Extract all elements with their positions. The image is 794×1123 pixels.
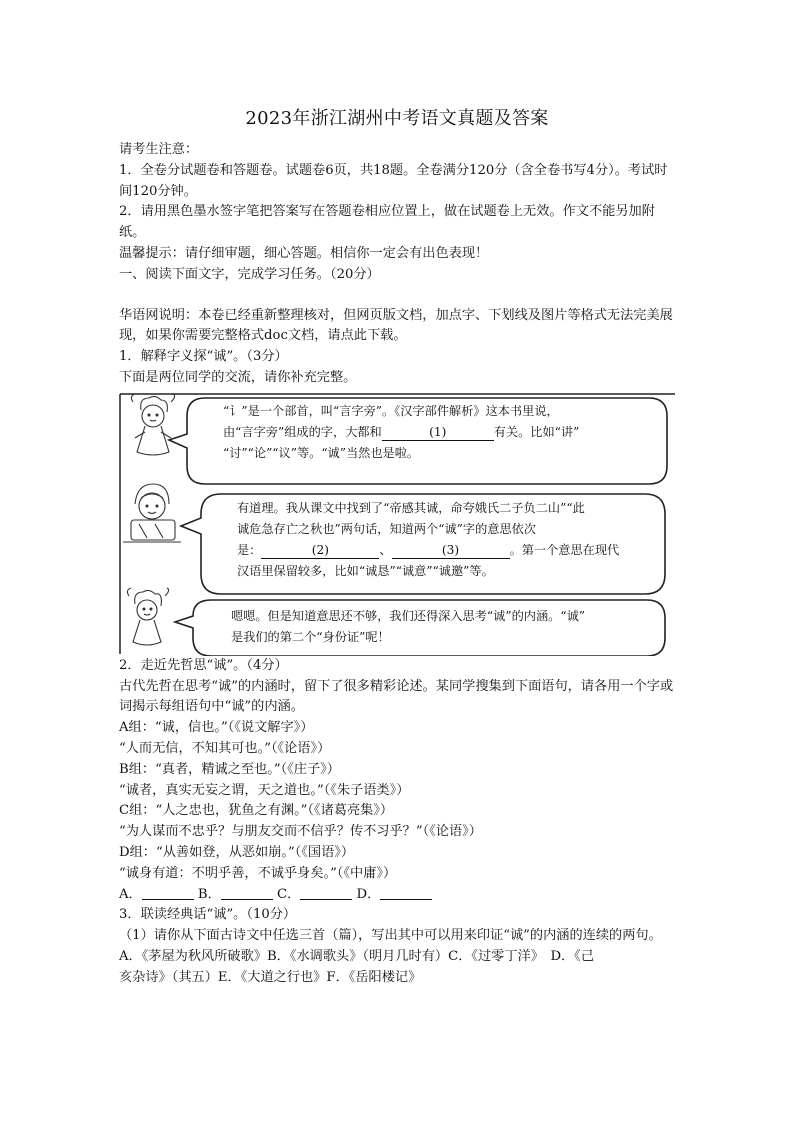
bubble-2-line-2: 诚危急存亡之秋也”两句话，知道两个“诚”字的意思依次 — [237, 521, 537, 536]
bubble-2-line-4: 汉语里保留较多，比如“诚恳”“诚意”“诚邀”等。 — [237, 563, 494, 578]
q2-group-b-2: “诚者，真实无妄之谓，天之道也。”（《朱子语类》） — [119, 782, 410, 798]
q3-sub-1: （1）请你从下面古诗文中任选三首（篇），写出其中可以用来印证“诚”的内涵的连续的两句。 — [119, 928, 662, 944]
answer-a-label: A． — [119, 886, 142, 902]
bubble-1-line-3: “讨”“论”“议”等。“诚”当然也是啦。 — [223, 445, 420, 460]
notice-tip: 温馨提示：请仔细审题，细心答题。相信你一定会有出色表现！ — [119, 245, 489, 261]
answer-a-blank[interactable] — [142, 886, 194, 900]
q2-group-a-2: “人而无信，不知其可也。”（《论语》） — [119, 740, 331, 756]
publisher-note[interactable]: 华语网说明：本卷已经重新整理核对，但网页版文档，加点字、下划线及图片等格式无法完美展现，如果你需要完整格式doc文档，请点此下载。 — [119, 307, 673, 344]
bubble-3-line-1: 嗯嗯。但是知道意思还不够，我们还得深入思考“诚”的内涵。“诚” — [231, 608, 585, 623]
q2-group-c-2: “为人谋而不忠乎？与朋友交而不信乎？传不习乎？”（《论语》） — [119, 824, 482, 840]
answer-b-label: B． — [197, 886, 221, 902]
boy-avatar-icon — [123, 484, 181, 542]
bubble-2-line-1: 有道理。我从课文中找到了“帝感其诚，命夸娥氏二子负二山”“此 — [237, 500, 585, 515]
blank-3: (3) — [392, 542, 510, 559]
bubble-3-text — [231, 606, 661, 648]
q2-group-c-1: C组：“人之忠也，犹鱼之有渊。”（《诸葛亮集》） — [119, 803, 394, 819]
q2-intro: 古代先哲在思考“诚”的内涵时，留下了很多精彩论述。某同学搜集到下面语句，请各用一个字或词揭示每组语句中“诚”的内涵。 — [119, 678, 674, 715]
q2-group-d-1: D组：“从善如登，从恶如崩。”（《国语》） — [119, 844, 355, 860]
section-1-heading: 一、阅读下面文字，完成学习任务。（20分） — [119, 266, 380, 282]
blank-2: (2) — [261, 542, 379, 559]
answer-d-blank[interactable] — [380, 886, 432, 900]
answer-c-blank[interactable] — [300, 886, 352, 900]
bubble-1-text — [223, 401, 663, 464]
bubble-1-line-2: 由“言字旁”组成的字，大都和 (1) 有关。比如“讲” — [223, 424, 580, 439]
answer-c-label: C． — [277, 886, 301, 902]
q3-options-line-1: A．《茅屋为秋风所破歌》B．《水调歌头》（明月几时有）C．《过零丁洋》 D．《己 — [119, 948, 595, 964]
bubble-2-line-3: 是： (2) 、 (3) 。第一个意思在现代 — [237, 542, 620, 557]
girl-avatar-2-icon — [127, 588, 168, 645]
q2-group-b-1: B组：“真者，精诚之至也。”（《庄子》） — [119, 761, 340, 777]
q2-answer-line — [119, 885, 675, 906]
dialogue-figure — [119, 392, 675, 656]
bubble-2-text — [237, 498, 661, 582]
girl-avatar-icon — [131, 394, 174, 455]
answer-d-label: D． — [356, 886, 381, 902]
q2-title: 2．走近先哲思“诚”。（4分） — [119, 657, 288, 673]
notice-item-2: 2．请用黑色墨水签字笔把答案写在答题卷相应位置上，做在试题卷上无效。作文不能另加附纸。 — [119, 204, 655, 241]
q2-group-a-1: A组：“诚，信也。”（《说文解字》） — [119, 720, 314, 736]
page-title: 2023年浙江湖州中考语文真题及答案 — [245, 108, 549, 129]
bubble-1-line-1: “讠”是一个部首，叫“言字旁”。《汉字部件解析》这本书里说， — [223, 403, 559, 418]
q2-group-d-2: “诚身有道：不明乎善，不诚乎身矣。”（《中庸》） — [119, 865, 397, 881]
q1-title: 1．解释字义探“诚”。（3分） — [119, 349, 288, 365]
notice-item-1: 1．全卷分试题卷和答题卷。试题卷6页，共18题。全卷满分120分（含全卷书写4分）。考试时间120分钟。 — [119, 162, 668, 199]
answer-b-blank[interactable] — [221, 886, 273, 900]
q3-title: 3．联读经典话“诚”。（10分） — [119, 907, 297, 923]
blank-1: (1) — [382, 424, 494, 441]
q1-intro: 下面是两位同学的交流，请你补充完整。 — [119, 369, 357, 385]
exam-page — [119, 104, 675, 989]
q3-options-line-2: 亥杂诗》（其五）E．《大道之行也》F．《岳阳楼记》 — [119, 969, 422, 985]
bubble-3-line-2: 是我们的第二个“身份证”呢！ — [231, 629, 390, 644]
notice-heading: 请考生注意： — [119, 142, 199, 157]
